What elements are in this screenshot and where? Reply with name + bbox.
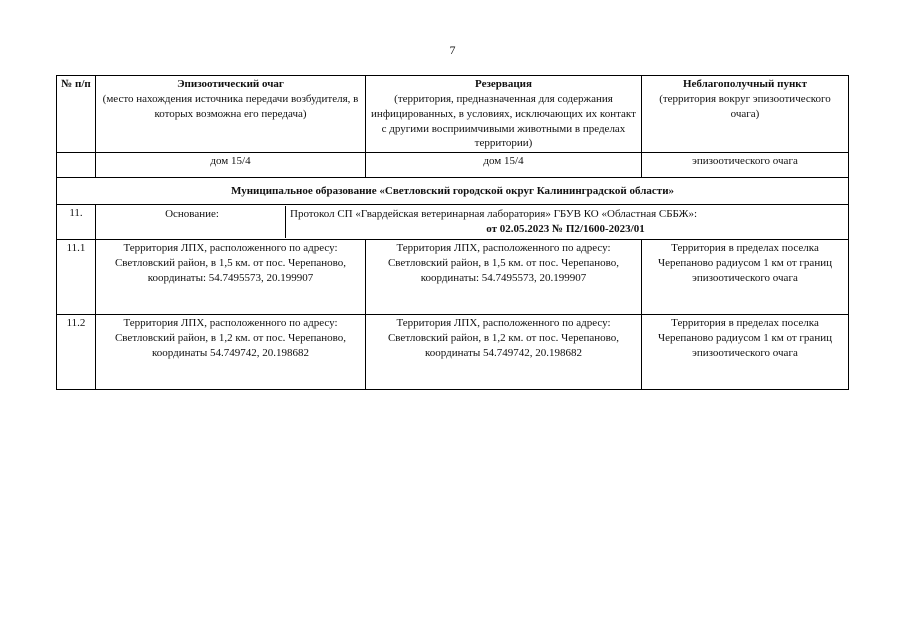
basis-text-block (286, 206, 845, 238)
row-point: Территория в пределах поселка Черепаново радиусом 1 км от границ эпизоотического очага (642, 314, 849, 389)
header-reservation-title: Резервация (475, 78, 532, 90)
municipality-row (57, 178, 849, 205)
page-number: 7 (449, 43, 456, 57)
basis-text: Протокол СП «Гвардейская ветеринарная лаборатория» ГБУВ КО «Областная СББЖ»: (290, 208, 698, 221)
basis-label: Основание: (99, 206, 286, 238)
municipality-title: Муниципальное образование «Светловский городской округ Калининградской области» (230, 184, 675, 197)
continuation-focus: дом 15/4 (96, 153, 366, 178)
row-reservation: Территория ЛПХ, расположенного по адресу: Светловский район, в 1,5 км. от пос. Черепаново, координаты: 54.7495573, 20.199907 (366, 239, 642, 314)
episootic-table (56, 75, 849, 390)
row-number: 11.1 (57, 239, 96, 314)
header-number (57, 76, 96, 153)
header-point (642, 76, 849, 153)
basis-cell (96, 205, 849, 240)
row-number: 11.2 (57, 314, 96, 389)
header-focus-title: Эпизоотический очаг (177, 78, 284, 90)
header-reservation-subtitle: (территория, предназначенная для содержания инфицированных, в условиях, исключающих их контакт с другими восприимчивыми животными в пределах территории) (371, 92, 636, 150)
table-header-row (57, 76, 849, 153)
table-row (57, 239, 849, 314)
continuation-row (57, 153, 849, 178)
row-focus: Территория ЛПХ, расположенного по адресу: Светловский район, в 1,5 км. от пос. Черепаново, координаты: 54.7495573, 20.199907 (96, 239, 366, 314)
section-number: 11. (57, 205, 96, 240)
header-focus-subtitle: (место нахождения источника передачи возбудителя, в которых возможна его передача) (102, 92, 359, 120)
table-row (57, 314, 849, 389)
header-focus (96, 76, 366, 153)
continuation-reservation: дом 15/4 (366, 153, 642, 178)
header-number-label: № п/п (61, 78, 91, 90)
municipality-heading (57, 178, 849, 205)
protocol-reference: от 02.05.2023 № П2/1600-2023/01 (486, 223, 645, 236)
continuation-point: эпизоотического очага (642, 153, 849, 178)
row-reservation: Территория ЛПХ, расположенного по адресу: Светловский район, в 1,2 км. от пос. Черепаново, координаты 54.749742, 20.198682 (366, 314, 642, 389)
row-focus: Территория ЛПХ, расположенного по адресу: Светловский район, в 1,2 км. от пос. Черепаново, координаты 54.749742, 20.198682 (96, 314, 366, 389)
header-point-subtitle: (территория вокруг эпизоотического очага) (659, 92, 831, 120)
row-point: Территория в пределах поселка Черепаново радиусом 1 км от границ эпизоотического очага (642, 239, 849, 314)
header-point-title: Неблагополучный пункт (682, 78, 808, 90)
header-reservation (366, 76, 642, 153)
continuation-number (57, 153, 96, 178)
basis-row (57, 205, 849, 240)
